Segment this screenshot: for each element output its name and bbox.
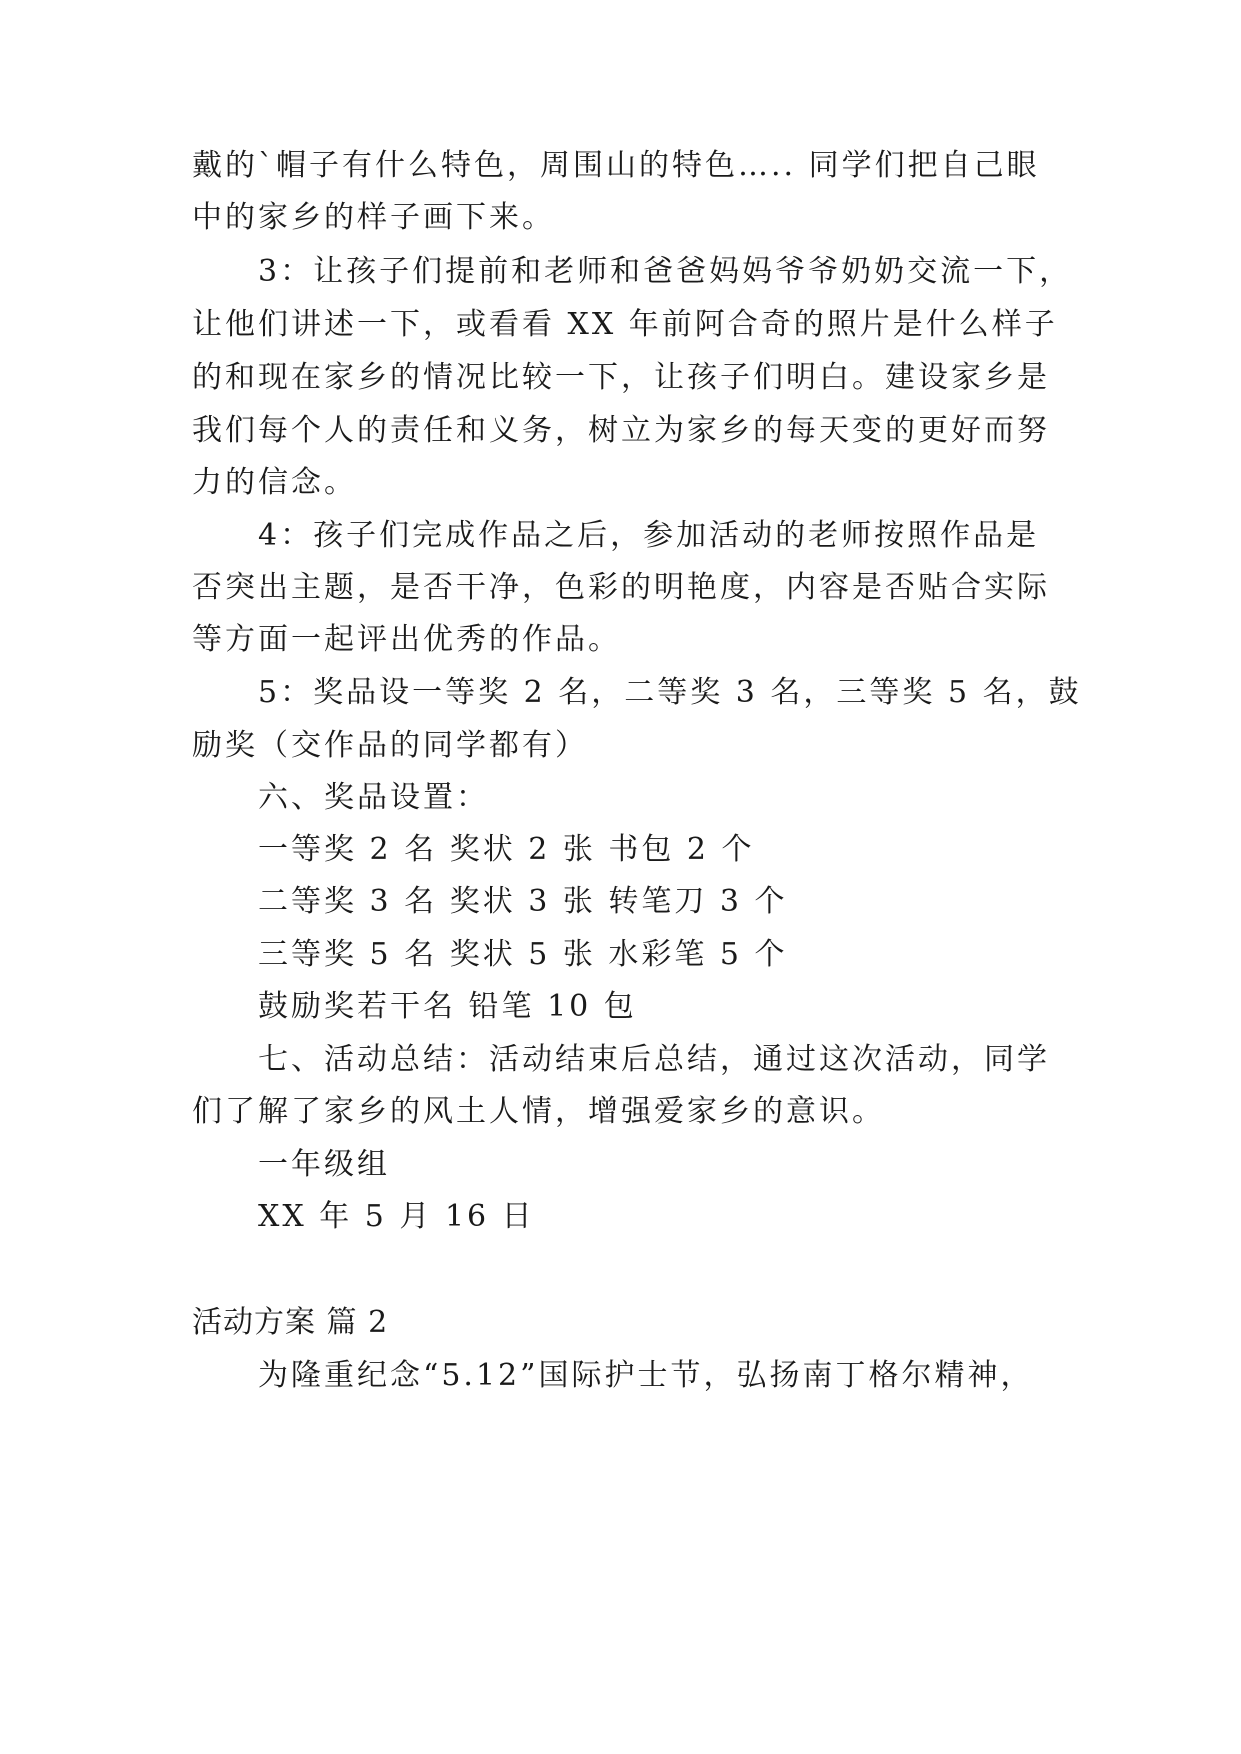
body-text-line: 5：奖品设一等奖 2 名，二等奖 3 名，三等奖 5 名，鼓: [258, 675, 1082, 710]
body-text-line: 七、活动总结：活动结束后总结，通过这次活动，同学: [258, 1042, 1050, 1077]
signature-date: XX 年 5 月 16 日: [258, 1199, 535, 1234]
prize-list-item: 二等奖 3 名 奖状 3 张 转笔刀 3 个: [258, 884, 788, 919]
body-text-line: 等方面一起评出优秀的作品。: [192, 622, 621, 657]
body-text-line: 励奖（交作品的同学都有）: [192, 728, 588, 763]
section-heading: 六、奖品设置：: [258, 780, 489, 815]
body-text-line: 中的家乡的样子画下来。: [192, 200, 555, 235]
section-title: 活动方案 篇 2: [192, 1305, 389, 1340]
prize-list-item: 三等奖 5 名 奖状 5 张 水彩笔 5 个: [258, 937, 788, 972]
body-text-line: 3：让孩子们提前和老师和爸爸妈妈爷爷奶奶交流一下，: [258, 254, 1073, 289]
body-text-line: 4：孩子们完成作品之后，参加活动的老师按照作品是: [258, 518, 1040, 553]
prize-list-item: 鼓励奖若干名 铅笔 10 包: [258, 989, 637, 1024]
body-text-line: 们了解了家乡的风土人情，增强爱家乡的意识。: [192, 1094, 885, 1129]
body-text-line: 为隆重纪念“5.12”国际护士节，弘扬南丁格尔精神，: [258, 1358, 1034, 1393]
body-text-line: 否突出主题，是否干净，色彩的明艳度，内容是否贴合实际: [192, 570, 1050, 605]
body-text-line: 戴的`帽子有什么特色，周围山的特色….. 同学们把自己眼: [192, 148, 1040, 183]
body-text-line: 让他们讲述一下，或看看 XX 年前阿合奇的照片是什么样子: [192, 307, 1058, 342]
body-text-line: 的和现在家乡的情况比较一下，让孩子们明白。建设家乡是: [192, 360, 1050, 395]
prize-list-item: 一等奖 2 名 奖状 2 张 书包 2 个: [258, 832, 755, 867]
signature-org: 一年级组: [258, 1147, 390, 1182]
body-text-line: 我们每个人的责任和义务，树立为家乡的每天变的更好而努: [192, 413, 1050, 448]
body-text-line: 力的信念。: [192, 465, 357, 500]
